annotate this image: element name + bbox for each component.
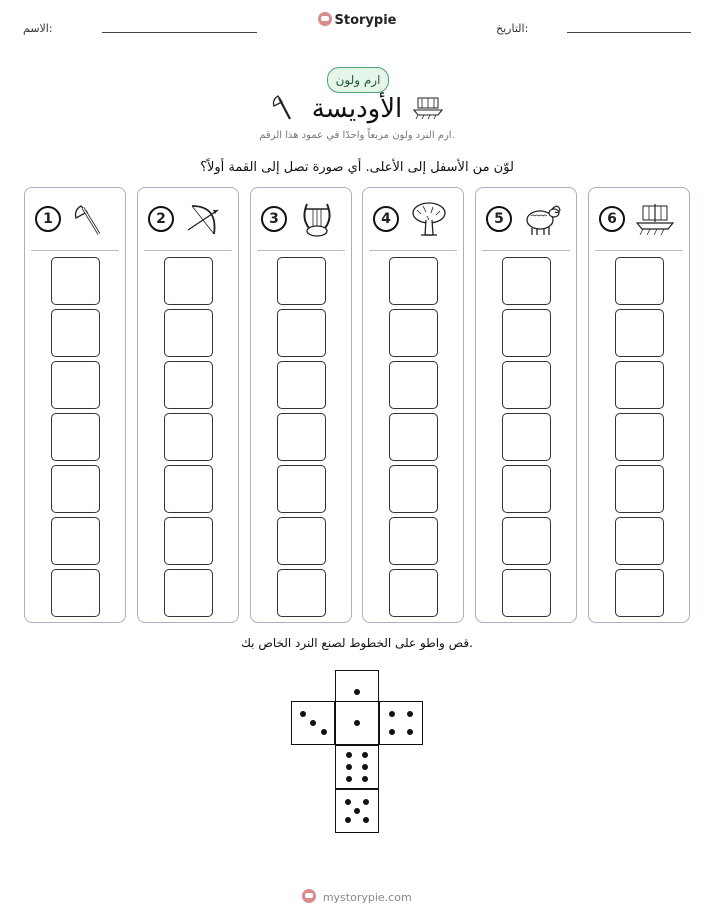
olive-tree-icon [409, 200, 449, 238]
dice-pip [363, 799, 369, 805]
dice-pip [362, 764, 368, 770]
column-divider [482, 250, 570, 251]
dice-pip [346, 752, 352, 758]
color-square[interactable] [164, 465, 213, 513]
storypie-logo-icon [302, 889, 316, 903]
column-number: 2 [148, 206, 174, 232]
bow-arrow-icon [184, 200, 224, 238]
color-square[interactable] [51, 361, 100, 409]
color-square[interactable] [389, 569, 438, 617]
column-header [251, 188, 351, 250]
column-number: 4 [373, 206, 399, 232]
ship-icon [635, 200, 675, 238]
color-square[interactable] [389, 361, 438, 409]
color-square[interactable] [615, 465, 664, 513]
name-label: الاسم: [23, 22, 53, 35]
date-line[interactable] [567, 32, 691, 33]
color-square[interactable] [51, 413, 100, 461]
dice-face [335, 701, 379, 745]
color-square[interactable] [502, 517, 551, 565]
color-square[interactable] [277, 465, 326, 513]
column-divider [144, 250, 232, 251]
dice-pip [389, 711, 395, 717]
dice-pip [407, 711, 413, 717]
color-square[interactable] [277, 517, 326, 565]
dice-face [335, 745, 379, 789]
color-square[interactable] [164, 309, 213, 357]
column-divider [595, 250, 683, 251]
page-title: الأوديسة [311, 94, 403, 124]
color-square[interactable] [164, 413, 213, 461]
column-divider [369, 250, 457, 251]
column-number: 1 [35, 206, 61, 232]
color-square[interactable] [51, 309, 100, 357]
column-1 [24, 187, 126, 623]
column-header [476, 188, 576, 250]
instruction-text: لوّن من الأسفل إلى الأعلى. أي صورة تصل إلى القمة أولاً؟ [200, 160, 514, 175]
dice-pip [345, 799, 351, 805]
dice-face [335, 789, 379, 833]
color-square[interactable] [615, 569, 664, 617]
column-5 [475, 187, 577, 623]
column-4 [362, 187, 464, 623]
color-square[interactable] [502, 309, 551, 357]
column-3 [250, 187, 352, 623]
column-header [138, 188, 238, 250]
storypie-logo-icon [318, 12, 332, 26]
name-line[interactable] [102, 32, 257, 33]
color-square[interactable] [51, 569, 100, 617]
brand-name: Storypie [334, 13, 397, 28]
color-square[interactable] [51, 517, 100, 565]
dice-pip [346, 776, 352, 782]
dice-pip [354, 689, 360, 695]
color-square[interactable] [615, 413, 664, 461]
date-label: التاريخ: [496, 22, 529, 35]
dice-face [379, 701, 423, 745]
column-2 [137, 187, 239, 623]
color-square[interactable] [51, 465, 100, 513]
column-number: 5 [486, 206, 512, 232]
dice-pip [300, 711, 306, 717]
footer-url[interactable]: mystorypie.com [322, 891, 412, 904]
ship-icon [412, 94, 444, 120]
activity-badge: ارم ولون [327, 67, 389, 93]
page-subtitle: ارم النرد ولون مربعاً واحدًا في عمود هذا الرقم. [259, 130, 455, 141]
column-header [25, 188, 125, 250]
color-square[interactable] [615, 517, 664, 565]
brand-logo [0, 12, 714, 28]
color-square[interactable] [502, 361, 551, 409]
color-square[interactable] [164, 569, 213, 617]
ram-icon [522, 200, 562, 238]
color-square[interactable] [164, 361, 213, 409]
color-square[interactable] [277, 361, 326, 409]
cut-instruction: قص واطو على الخطوط لصنع النرد الخاص بك. [241, 636, 473, 650]
axe-icon [71, 200, 111, 238]
color-square[interactable] [277, 413, 326, 461]
color-square[interactable] [389, 413, 438, 461]
column-6 [588, 187, 690, 623]
color-square[interactable] [51, 257, 100, 305]
color-square[interactable] [389, 309, 438, 357]
color-square[interactable] [389, 465, 438, 513]
color-square[interactable] [277, 257, 326, 305]
dice-pip [346, 764, 352, 770]
column-header [589, 188, 689, 250]
column-number: 6 [599, 206, 625, 232]
dice-pip [363, 817, 369, 823]
dice-pip [407, 729, 413, 735]
color-square[interactable] [389, 517, 438, 565]
color-square[interactable] [615, 309, 664, 357]
color-square[interactable] [615, 361, 664, 409]
color-square[interactable] [502, 569, 551, 617]
dice-pip [321, 729, 327, 735]
color-square[interactable] [277, 569, 326, 617]
dice-pip [354, 808, 360, 814]
column-divider [257, 250, 345, 251]
column-header [363, 188, 463, 250]
color-square[interactable] [389, 257, 438, 305]
column-number: 3 [261, 206, 287, 232]
color-square[interactable] [277, 309, 326, 357]
color-square[interactable] [502, 413, 551, 461]
dice-pip [354, 720, 360, 726]
color-square[interactable] [502, 465, 551, 513]
lyre-icon [297, 200, 337, 238]
color-square[interactable] [164, 517, 213, 565]
footer [0, 889, 714, 904]
dice-pip [389, 729, 395, 735]
dice-pip [345, 817, 351, 823]
color-square[interactable] [502, 257, 551, 305]
color-square[interactable] [164, 257, 213, 305]
column-divider [31, 250, 119, 251]
dice-pip [362, 776, 368, 782]
dice-pip [362, 752, 368, 758]
color-square[interactable] [615, 257, 664, 305]
dice-face [291, 701, 335, 745]
dice-pip [310, 720, 316, 726]
